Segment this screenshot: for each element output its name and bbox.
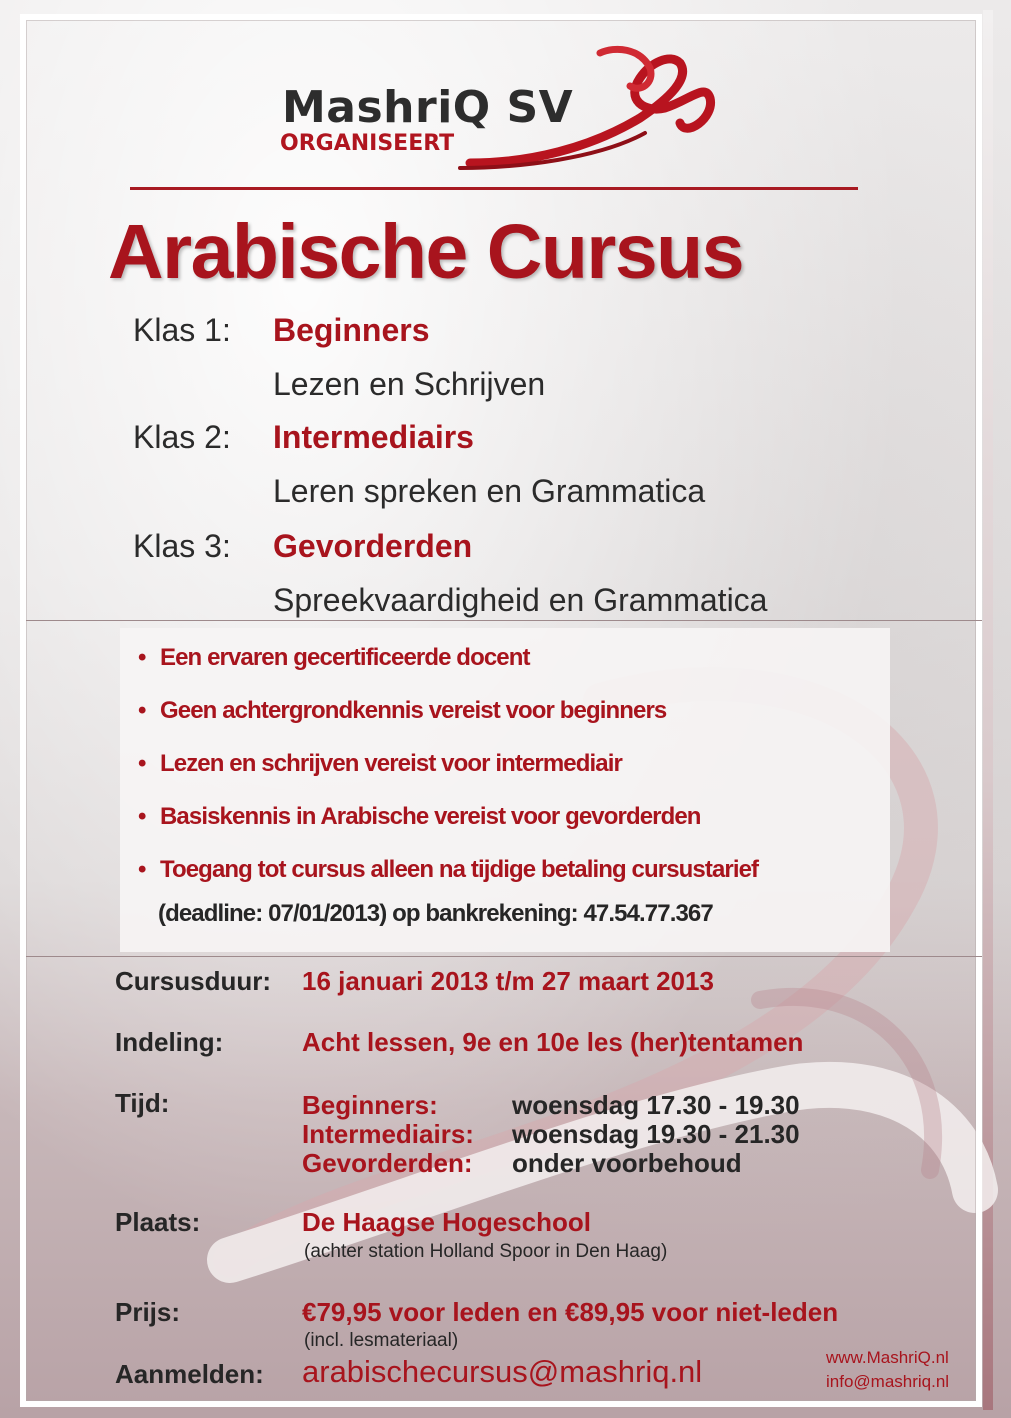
- price-label: Prijs:: [115, 1297, 181, 1327]
- schedule-time: woensdag 17.30 - 19.30: [512, 1090, 800, 1120]
- website-link[interactable]: www.MashriQ.nl: [826, 1348, 949, 1367]
- title-divider: [130, 187, 858, 190]
- requirement-text: Geen achtergrondkennis vereist voor beginners: [160, 697, 667, 724]
- format-value: Acht lessen, 9e en 10e les (her)tentamen: [302, 1027, 804, 1057]
- location-label: Plaats:: [115, 1207, 201, 1237]
- schedule-group: Gevorderden:: [302, 1148, 473, 1178]
- bullet-marker: •: [138, 697, 146, 724]
- requirement-text: Toegang tot cursus alleen na tijdige betaling cursustarief: [160, 856, 759, 883]
- bullet-marker: •: [138, 803, 146, 830]
- class-1-description: Lezen en Schrijven: [273, 366, 546, 402]
- requirement-text: Basiskennis in Arabische vereist voor gevorderden: [160, 803, 701, 830]
- price-note: (incl. lesmateriaal): [304, 1330, 459, 1351]
- class-2-label: Klas 2:: [133, 419, 231, 455]
- requirement-item: [138, 856, 758, 884]
- requirement-item: [138, 803, 701, 831]
- class-3-level: Gevorderden: [273, 528, 473, 564]
- organizer-tagline: ORGANISEERT: [280, 131, 455, 156]
- contact-email-link[interactable]: info@mashriq.nl: [826, 1372, 950, 1391]
- requirement-item: [138, 697, 666, 725]
- class-2-description: Leren spreken en Grammatica: [273, 473, 706, 509]
- organizer-name: MashriQ SV: [282, 82, 574, 133]
- bullet-marker: •: [138, 644, 146, 671]
- class-3-description: Spreekvaardigheid en Grammatica: [273, 582, 768, 618]
- location-note: (achter station Holland Spoor in Den Haag): [304, 1241, 668, 1262]
- duration-label: Cursusduur:: [115, 966, 271, 996]
- section-divider-bottom: [26, 956, 982, 957]
- duration-value: 16 januari 2013 t/m 27 maart 2013: [302, 966, 714, 996]
- class-1-label: Klas 1:: [133, 312, 231, 348]
- class-1-level: Beginners: [273, 312, 430, 348]
- price-value: €79,95 voor leden en €89,95 voor niet-leden: [302, 1297, 839, 1327]
- requirement-item: [138, 750, 622, 778]
- schedule-group: Intermediairs:: [302, 1119, 474, 1149]
- schedule-time: woensdag 19.30 - 21.30: [512, 1119, 800, 1149]
- section-divider-top: [26, 620, 982, 621]
- requirement-item: [138, 644, 530, 672]
- location-value: De Haagse Hogeschool: [302, 1207, 591, 1237]
- class-2-level: Intermediairs: [273, 419, 474, 455]
- signup-label: Aanmelden:: [115, 1359, 264, 1389]
- time-label: Tijd:: [115, 1088, 170, 1118]
- class-3-label: Klas 3:: [133, 528, 231, 564]
- payment-deadline: (deadline: 07/01/2013) op bankrekening: 47.54.77.367: [158, 900, 713, 927]
- requirement-text: Een ervaren gecertificeerde docent: [160, 644, 530, 671]
- requirement-text: Lezen en schrijven vereist voor intermediair: [160, 750, 622, 777]
- page-title: Arabische Cursus: [108, 209, 744, 295]
- schedule-time: onder voorbehoud: [512, 1148, 742, 1178]
- format-label: Indeling:: [115, 1027, 224, 1057]
- schedule-group: Beginners:: [302, 1090, 438, 1120]
- bullet-marker: •: [138, 856, 146, 883]
- bullet-marker: •: [138, 750, 146, 777]
- signup-email-link[interactable]: arabischecursus@mashriq.nl: [302, 1354, 703, 1389]
